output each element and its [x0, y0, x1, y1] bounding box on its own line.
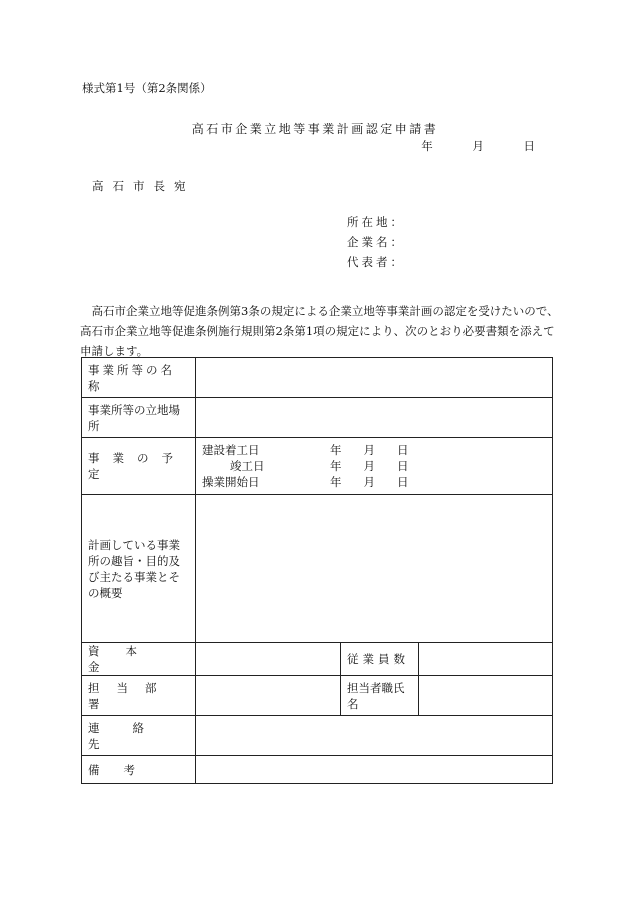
applicant-representative-label: 代表者：: [347, 255, 405, 269]
contact-label: 連絡先: [82, 716, 196, 756]
plan-overview-field[interactable]: [196, 495, 553, 643]
employees-field[interactable]: [419, 643, 553, 676]
row-remarks: [82, 756, 553, 784]
department-field[interactable]: [196, 676, 341, 716]
date-line: [421, 138, 535, 154]
schedule-label: 事業の予定: [82, 438, 196, 495]
facility-location-label: 事業所等の立地場所: [82, 398, 196, 438]
staff-name-label: 担当者職氏名: [341, 676, 419, 716]
applicant-company-label: 企業名：: [347, 235, 405, 249]
facility-name-label: 事業所等の名称: [82, 358, 196, 398]
date-year: 年: [421, 139, 433, 153]
contact-field[interactable]: [196, 716, 553, 756]
row-schedule: [82, 438, 553, 495]
applicant-address-label: 所在地：: [347, 215, 405, 229]
remarks-label: 備考: [82, 756, 196, 784]
form-number: 様式第1号（第2条関係）: [82, 81, 212, 95]
document-title: 高石市企業立地等事業計画認定申請書: [191, 122, 439, 136]
schedule-field: [196, 438, 553, 495]
staff-name-field[interactable]: [419, 676, 553, 716]
plan-overview-label: 計画している事業所の趣旨・目的及び主たる事業とその概要: [82, 495, 196, 643]
department-label: 担当部署: [82, 676, 196, 716]
row-contact: [82, 716, 553, 756]
application-table: [81, 357, 553, 784]
employees-label: 従業員数: [341, 643, 419, 676]
row-capital-employees: [82, 643, 553, 676]
date-month: 月: [472, 139, 484, 153]
capital-field[interactable]: [196, 643, 341, 676]
row-facility-name: [82, 358, 553, 398]
schedule-operation-start: 操業開始日 年 月 日: [202, 475, 409, 489]
capital-label: 資本金: [82, 643, 196, 676]
facility-location-field[interactable]: [196, 398, 553, 438]
remarks-field[interactable]: [196, 756, 553, 784]
applicant-block: [347, 212, 405, 272]
date-day: 日: [523, 139, 535, 153]
addressee: 高石市長宛: [92, 179, 195, 193]
row-plan-overview: [82, 495, 553, 643]
row-department-staff: [82, 676, 553, 716]
intro-paragraph: 高石市企業立地等促進条例第3条の規定による企業立地等事業計画の認定を受けたいので、高石市企業立地等促進条例施行規則第2条第1項の規定により、次のとおり必要書類を添えて申請します。: [80, 304, 559, 358]
schedule-construction-start: 建設着工日 年 月 日: [202, 443, 409, 457]
schedule-completion: 竣工日 年 月 日: [230, 459, 409, 473]
facility-name-field[interactable]: [196, 358, 553, 398]
row-facility-location: [82, 398, 553, 438]
